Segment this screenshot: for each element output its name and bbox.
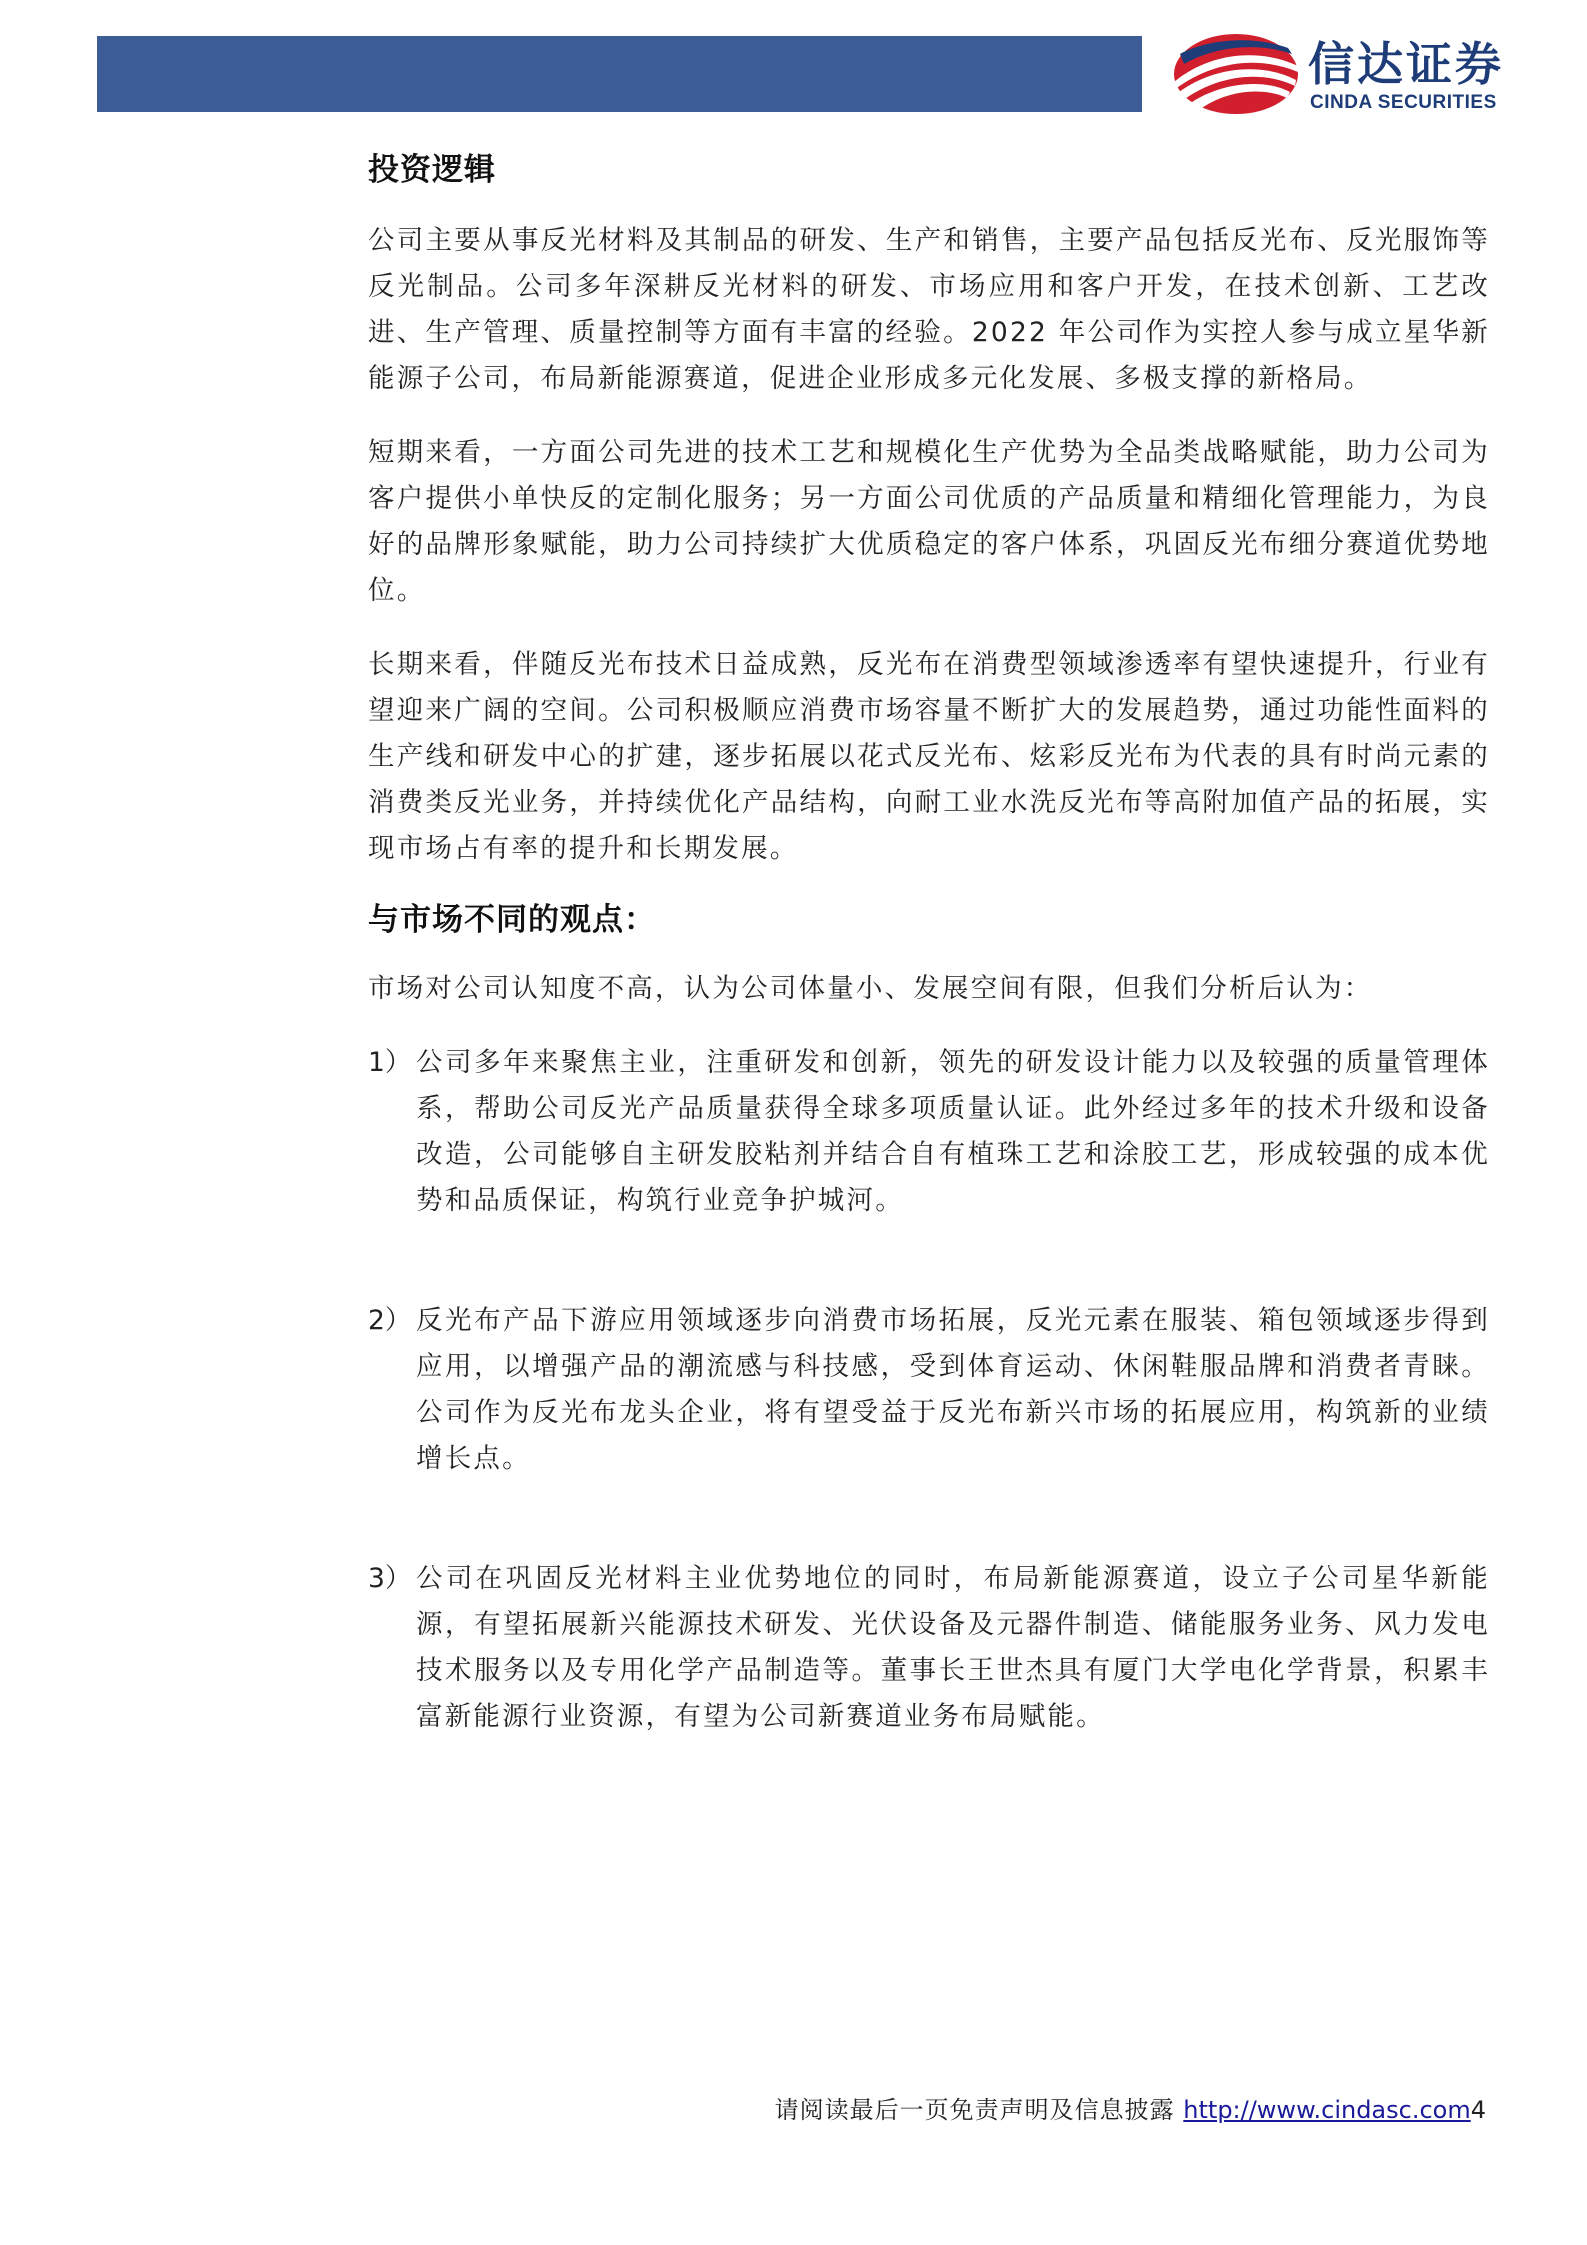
list-item (368, 1556, 1490, 1740)
list-item-text: 公司多年来聚焦主业，注重研发和创新，领先的研发设计能力以及较强的质量管理体系，帮助公司反光产品质量获得全球多项质量认证。此外经过多年的技术升级和设备改造，公司能够自主研发胶粘剂并结合自有植珠工艺和涂胶工艺，形成较强的成本优势和品质保证，构筑行业竞争护城河。 (416, 1047, 1490, 1216)
logo-chinese-text: 信达证券 (1308, 37, 1504, 91)
list-item-number: 2） (368, 1305, 412, 1336)
list-item-number: 1） (368, 1047, 412, 1078)
page-footer (775, 2090, 1487, 2125)
report-body (368, 150, 1490, 1814)
list-item-number: 3） (368, 1563, 412, 1594)
list-item (368, 1298, 1490, 1482)
list-item (368, 1040, 1490, 1224)
cinda-logo (1170, 30, 1560, 120)
header-bar (97, 36, 1142, 112)
page-number: 4 (1470, 2096, 1487, 2124)
paragraph-business-overview: 公司主要从事反光材料及其制品的研发、生产和销售，主要产品包括反光布、反光服饰等反光制品。公司多年深耕反光材料的研发、市场应用和客户开发，在技术创新、工艺改进、生产管理、质量控制等方面有丰富的经验。2022 年公司作为实控人参与成立星华新能源子公司，布局新能源赛道，促进企业形成多元化发展、多极支撑的新格局。 (368, 225, 1490, 394)
list-item-text: 反光布产品下游应用领域逐步向消费市场拓展，反光元素在服装、箱包领域逐步得到应用，以增强产品的潮流感与科技感，受到体育运动、休闲鞋服品牌和消费者青睐。公司作为反光布龙头企业，将有望受益于反光布新兴市场的拓展应用，构筑新的业绩增长点。 (416, 1305, 1490, 1474)
section-title-different-views: 与市场不同的观点： (368, 902, 656, 938)
cinda-logo-icon (1170, 30, 1300, 118)
paragraph-market-view: 市场对公司认知度不高，认为公司体量小、发展空间有限，但我们分析后认为： (368, 973, 1373, 1004)
website-link[interactable]: http://www.cindasc.com (1183, 2096, 1471, 2124)
disclaimer-text: 请阅读最后一页免责声明及信息披露 (774, 2096, 1175, 2124)
list-item-text: 公司在巩固反光材料主业优势地位的同时，布局新能源赛道，设立子公司星华新能源，有望拓展新兴能源技术研发、光伏设备及元器件制造、储能服务业务、风力发电技术服务以及专用化学产品制造等。董事长王世杰具有厦门大学电化学背景，积累丰富新能源行业资源，有望为公司新赛道业务布局赋能。 (416, 1563, 1490, 1732)
section-title-investment-logic: 投资逻辑 (368, 152, 496, 188)
paragraph-long-term: 长期来看，伴随反光布技术日益成熟，反光布在消费型领域渗透率有望快速提升，行业有望迎来广阔的空间。公司积极顺应消费市场容量不断扩大的发展趋势，通过功能性面料的生产线和研发中心的扩建，逐步拓展以花式反光布、炫彩反光布为代表的具有时尚元素的消费类反光业务，并持续优化产品结构，向耐工业水洗反光布等高附加值产品的拓展，实现市场占有率的提升和长期发展。 (368, 649, 1490, 864)
paragraph-short-term: 短期来看，一方面公司先进的技术工艺和规模化生产优势为全品类战略赋能，助力公司为客户提供小单快反的定制化服务；另一方面公司优质的产品质量和精细化管理能力，为良好的品牌形象赋能，助力公司持续扩大优质稳定的客户体系，巩固反光布细分赛道优势地位。 (368, 437, 1490, 606)
logo-english-text: CINDA SECURITIES (1310, 92, 1497, 113)
